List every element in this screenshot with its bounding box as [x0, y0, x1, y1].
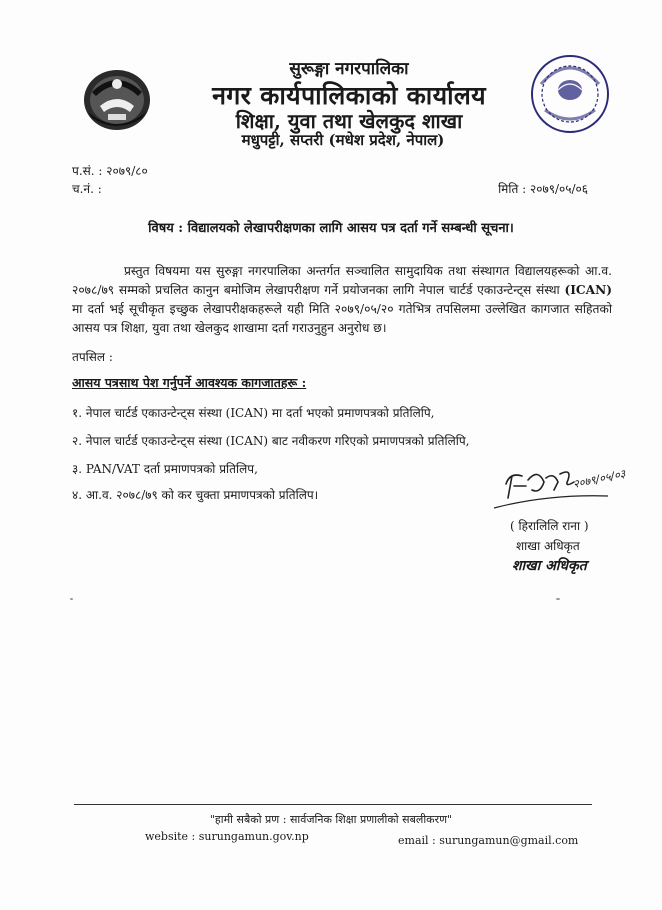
signature-date-text: २०७९/०५/०३ — [571, 467, 627, 491]
letter-reference-number: प.सं. : २०७९/८० — [72, 164, 148, 178]
letter-subject: विषय : विद्यालयको लेखापरीक्षणका लागि आसय पत्र दर्ता गर्ने सम्बन्धी सूचना। — [148, 221, 514, 236]
requirement-item: १. नेपाल चार्टर्ड एकाउन्टेन्ट्स संस्था (ICAN) मा दर्ता भएको प्रमाणपत्रको प्रतिलिपि, — [72, 406, 435, 420]
office-address: मधुपट्टी, सप्तरी (मधेश प्रदेश, नेपाल) — [241, 131, 445, 149]
signatory-title: शाखा अधिकृत — [516, 539, 580, 553]
signatory-name: ( हिरालिलि राना ) — [510, 519, 589, 533]
requirement-item: २. नेपाल चार्टर्ड एकाउन्टेन्ट्स संस्था (ICAN) बाट नवीकरण गरिएको प्रमाणपत्रको प्रतिलिपि, — [72, 434, 470, 448]
footer-website: website : surungamun.gov.np — [145, 830, 309, 843]
scan-speck — [556, 598, 560, 600]
designation-stamp: शाखा अधिकृत — [512, 558, 587, 574]
ican-abbreviation: (ICAN) — [564, 283, 612, 297]
body-paragraph — [72, 262, 612, 338]
requirement-item: ४. आ.व. २०७८/७९ को कर चुक्ता प्रमाणपत्रको प्रतिलिप। — [72, 488, 319, 502]
requirements-heading: आसय पत्रसाथ पेश गर्नुपर्ने आवश्यक कागजातहरू : — [72, 375, 307, 390]
requirement-item: ३. PAN/VAT दर्ता प्रमाणपत्रको प्रतिलिप, — [72, 462, 258, 476]
footer-divider — [74, 804, 592, 805]
office-name: नगर कार्यपालिकाको कार्यालय — [212, 81, 486, 110]
footer-slogan: "हामी सबैको प्रण : सार्वजनिक शिक्षा प्रणालीको सबलीकरण" — [209, 813, 453, 826]
body-text-part-2: मा दर्ता भई सूचीकृत इच्छुक लेखापरीक्षकहरूले यही मिति २०७९/०५/२० गतेभित्र तपसिलमा उल्लेखित कागजात सहितको आसय पत्र शिक्षा, युवा तथा खेलकुद शाखामा दर्ता गराउनुहुन अनुरोध छ। — [72, 302, 612, 335]
letter-date: मिति : २०७९/०५/०६ — [498, 182, 588, 196]
handwritten-signature — [488, 464, 638, 516]
branch-name: शिक्षा, युवा तथा खेलकुद शाखा — [235, 109, 463, 133]
municipality-name: सुरूङ्गा नगरपालिका — [289, 59, 409, 79]
scan-speck — [70, 598, 73, 600]
tapasil-label: तपसिल : — [72, 350, 113, 364]
dispatch-number: च.नं. : — [72, 182, 102, 196]
body-text-part-1: प्रस्तुत विषयमा यस सुरुङ्गा नगरपालिका अन्तर्गत सञ्चालित सामुदायिक तथा संस्थागत विद्यालयहरूको आ.व. २०७८/७९ सम्मको प्रचलित कानुन बमोजिम लेखापरीक्षण गर्ने प्रयोजनका लागि नेपाल चार्टर्ड एकाउन्टेन्ट्स संस्था — [72, 264, 612, 297]
footer-email: email : surungamun@gmail.com — [398, 834, 579, 847]
